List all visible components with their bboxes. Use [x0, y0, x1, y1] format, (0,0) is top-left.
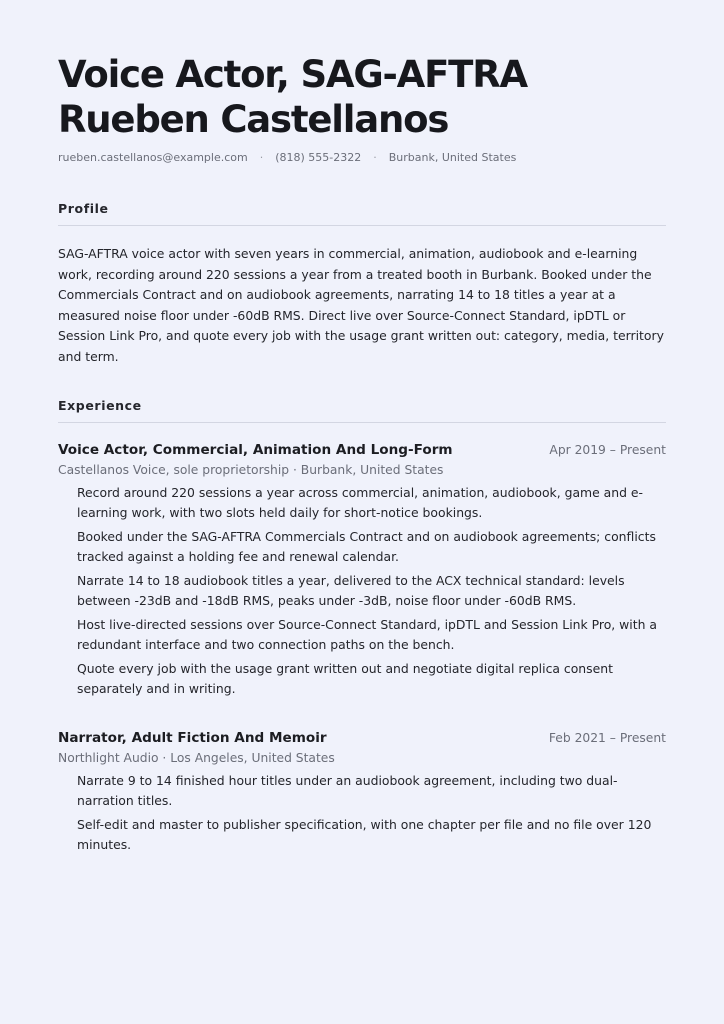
job-dates: Apr 2019 – Present [549, 443, 666, 457]
job-bullet: Booked under the SAG-AFTRA Commercials Contract and on audiobook agreements; conflicts tracked against a holding fee and renewal calendar. [77, 529, 656, 564]
job-title: Narrator, Adult Fiction And Memoir [58, 730, 327, 746]
contact-location: Burbank, United States [388, 151, 517, 164]
job-bullet: Self-edit and master to publisher specification, with one chapter per file and no file over 120 minutes. [77, 817, 652, 852]
job-bullet: Narrate 9 to 14 finished hour titles under an audiobook agreement, including two dual-narration titles. [77, 773, 618, 808]
contact-email[interactable]: rueben.castellanos@example.com [58, 151, 248, 164]
job-entry [58, 730, 666, 854]
profile-summary: SAG-AFTRA voice actor with seven years in commercial, animation, audiobook and e-learning work, recording around 220 sessions a year from a treated booth in Burbank. Booked under the Commercials Contract and on audiobook agreements, narrating 14 to 18 titles a year at a measured noise floor under -60dB RMS. Direct live over Source-Connect Standard, ipDTL or Session Link Pro, and quote every job with the usage grant written out: category, media, territory and term. [58, 246, 664, 364]
job-bullets [58, 483, 666, 698]
resume-header [58, 52, 666, 164]
job-entry [58, 442, 666, 698]
job-organization: Castellanos Voice, sole proprietorship · Burbank, United States [58, 463, 444, 477]
job-dates: Feb 2021 – Present [548, 731, 666, 745]
job-header [58, 730, 666, 746]
experience-section [58, 398, 666, 854]
job-bullet: Host live-directed sessions over Source-Connect Standard, ipDTL and Session Link Pro, with a redundant interface and two connection paths on the bench. [77, 617, 657, 652]
section-heading-experience: Experience [58, 398, 666, 423]
job-header [58, 442, 666, 458]
section-heading-profile: Profile [58, 201, 666, 226]
contact-separator: · [373, 151, 377, 164]
job-bullets [58, 771, 666, 854]
contact-phone[interactable]: (818) 555-2322 [275, 151, 362, 164]
name-heading [58, 52, 666, 142]
headline-title: Voice Actor, SAG-AFTRA [58, 53, 527, 96]
job-organization: Northlight Audio · Los Angeles, United States [58, 751, 335, 765]
contact-line [58, 151, 666, 164]
job-title: Voice Actor, Commercial, Animation And Long-Form [58, 442, 453, 458]
job-bullet: Narrate 14 to 18 audiobook titles a year, delivered to the ACX technical standard: levels between -23dB and -18dB RMS, peaks under -3dB, noise floor under -60dB RMS. [77, 573, 625, 608]
job-bullet: Record around 220 sessions a year across commercial, animation, audiobook, game and e-learning work, with two slots held daily for short-notice bookings. [77, 485, 644, 520]
contact-separator: · [259, 151, 264, 164]
job-bullet: Quote every job with the usage grant written out and negotiate digital replica consent separately and in writing. [77, 661, 613, 696]
full-name: Rueben Castellanos [58, 98, 449, 141]
profile-section [58, 201, 666, 367]
